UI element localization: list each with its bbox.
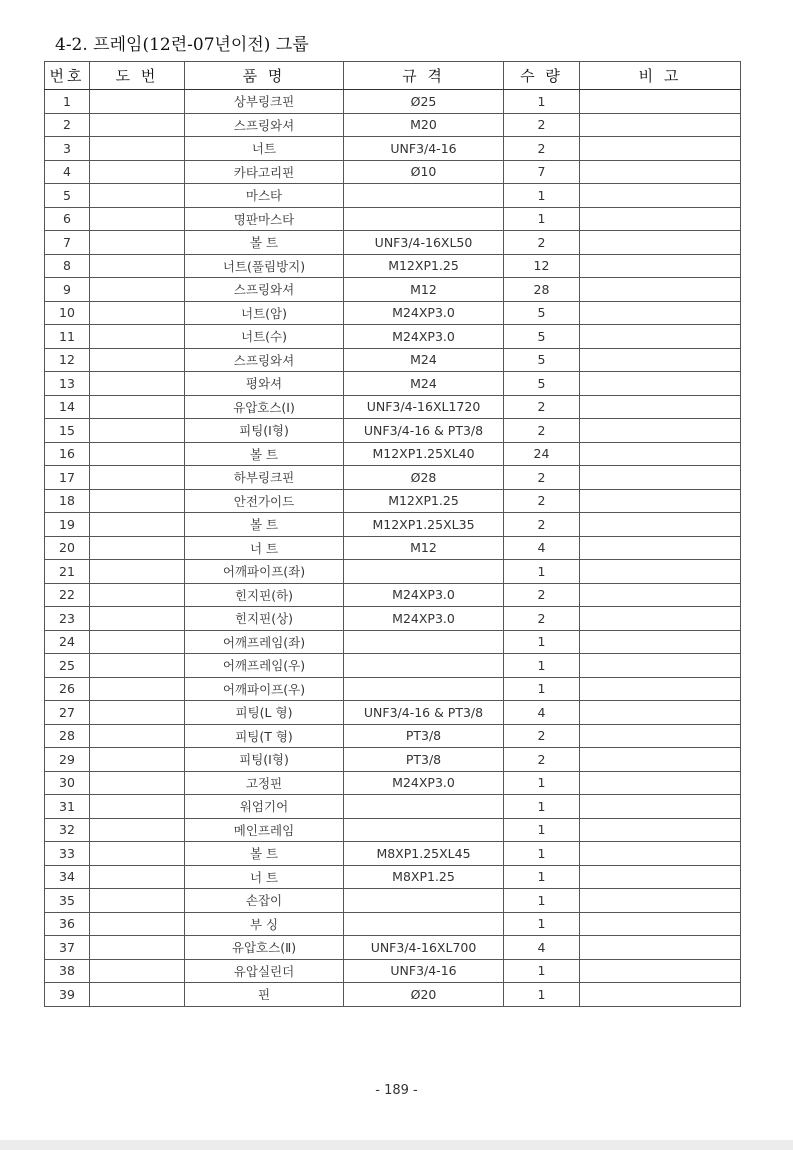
cell-drawing-no	[90, 865, 185, 889]
table-row	[45, 442, 741, 466]
table-row	[45, 865, 741, 889]
cell-no: 18	[45, 489, 90, 513]
cell-part-name: 부 싱	[185, 912, 344, 936]
cell-drawing-no	[90, 90, 185, 114]
cell-spec: M24XP3.0	[344, 607, 504, 631]
cell-qty: 5	[504, 372, 580, 396]
cell-remarks	[580, 771, 741, 795]
cell-no: 33	[45, 842, 90, 866]
table-row	[45, 278, 741, 302]
cell-no: 32	[45, 818, 90, 842]
cell-qty: 1	[504, 865, 580, 889]
table-row	[45, 959, 741, 983]
cell-part-name: 어깨프레임(우)	[185, 654, 344, 678]
cell-qty: 1	[504, 654, 580, 678]
cell-drawing-no	[90, 936, 185, 960]
cell-spec	[344, 818, 504, 842]
cell-drawing-no	[90, 889, 185, 913]
cell-remarks	[580, 278, 741, 302]
cell-drawing-no	[90, 677, 185, 701]
cell-remarks	[580, 442, 741, 466]
cell-spec: M12	[344, 536, 504, 560]
cell-part-name: 볼 트	[185, 513, 344, 537]
cell-drawing-no	[90, 630, 185, 654]
table-row	[45, 583, 741, 607]
cell-qty: 1	[504, 184, 580, 208]
cell-no: 9	[45, 278, 90, 302]
table-row	[45, 348, 741, 372]
cell-no: 39	[45, 983, 90, 1007]
cell-no: 31	[45, 795, 90, 819]
cell-remarks	[580, 113, 741, 137]
cell-spec: Ø10	[344, 160, 504, 184]
cell-no: 37	[45, 936, 90, 960]
cell-qty: 1	[504, 795, 580, 819]
cell-part-name: 메인프레임	[185, 818, 344, 842]
cell-no: 8	[45, 254, 90, 278]
page-title: 4-2. 프레임(12련-07년이전) 그룹	[55, 35, 309, 55]
cell-remarks	[580, 372, 741, 396]
header-qty: 수 량	[504, 62, 580, 90]
cell-qty: 12	[504, 254, 580, 278]
cell-drawing-no	[90, 207, 185, 231]
cell-part-name: 어깨파이프(우)	[185, 677, 344, 701]
cell-part-name: 스프링와셔	[185, 113, 344, 137]
cell-part-name: 어깨파이프(좌)	[185, 560, 344, 584]
cell-remarks	[580, 560, 741, 584]
cell-qty: 4	[504, 936, 580, 960]
table-row	[45, 536, 741, 560]
cell-part-name: 유압실린더	[185, 959, 344, 983]
cell-remarks	[580, 795, 741, 819]
cell-qty: 2	[504, 419, 580, 443]
cell-part-name: 피팅(L 형)	[185, 701, 344, 725]
cell-drawing-no	[90, 325, 185, 349]
cell-drawing-no	[90, 536, 185, 560]
cell-no: 21	[45, 560, 90, 584]
cell-remarks	[580, 889, 741, 913]
cell-spec: M12XP1.25XL35	[344, 513, 504, 537]
cell-part-name: 너트	[185, 137, 344, 161]
table-header-row	[45, 62, 741, 90]
cell-no: 12	[45, 348, 90, 372]
cell-drawing-no	[90, 254, 185, 278]
cell-spec: UNF3/4-16XL1720	[344, 395, 504, 419]
cell-part-name: 워엄기어	[185, 795, 344, 819]
cell-spec: M8XP1.25	[344, 865, 504, 889]
cell-drawing-no	[90, 395, 185, 419]
cell-no: 23	[45, 607, 90, 631]
cell-remarks	[580, 137, 741, 161]
table-row	[45, 771, 741, 795]
cell-spec: UNF3/4-16 & PT3/8	[344, 701, 504, 725]
cell-spec	[344, 795, 504, 819]
header-drawing-no: 도 번	[90, 62, 185, 90]
cell-qty: 4	[504, 701, 580, 725]
cell-remarks	[580, 983, 741, 1007]
cell-remarks	[580, 701, 741, 725]
table-row	[45, 701, 741, 725]
cell-spec: UNF3/4-16XL50	[344, 231, 504, 255]
table-row	[45, 889, 741, 913]
cell-no: 7	[45, 231, 90, 255]
table-row	[45, 419, 741, 443]
cell-qty: 1	[504, 959, 580, 983]
cell-qty: 2	[504, 137, 580, 161]
cell-part-name: 너 트	[185, 865, 344, 889]
cell-drawing-no	[90, 301, 185, 325]
cell-spec	[344, 560, 504, 584]
cell-spec: M12XP1.25	[344, 254, 504, 278]
cell-no: 16	[45, 442, 90, 466]
cell-drawing-no	[90, 912, 185, 936]
cell-no: 15	[45, 419, 90, 443]
cell-qty: 1	[504, 90, 580, 114]
cell-drawing-no	[90, 489, 185, 513]
cell-no: 10	[45, 301, 90, 325]
cell-remarks	[580, 607, 741, 631]
cell-qty: 1	[504, 207, 580, 231]
page-number: - 189 -	[375, 1083, 418, 1098]
cell-spec: Ø20	[344, 983, 504, 1007]
cell-part-name: 볼 트	[185, 842, 344, 866]
cell-remarks	[580, 466, 741, 490]
cell-spec: M8XP1.25XL45	[344, 842, 504, 866]
cell-no: 29	[45, 748, 90, 772]
table-row	[45, 372, 741, 396]
cell-no: 28	[45, 724, 90, 748]
cell-remarks	[580, 489, 741, 513]
cell-qty: 1	[504, 677, 580, 701]
cell-qty: 28	[504, 278, 580, 302]
cell-qty: 2	[504, 513, 580, 537]
cell-drawing-no	[90, 348, 185, 372]
cell-qty: 1	[504, 771, 580, 795]
cell-qty: 5	[504, 301, 580, 325]
table-row	[45, 607, 741, 631]
cell-qty: 2	[504, 489, 580, 513]
cell-spec: UNF3/4-16XL700	[344, 936, 504, 960]
cell-part-name: 핀	[185, 983, 344, 1007]
cell-no: 34	[45, 865, 90, 889]
cell-no: 27	[45, 701, 90, 725]
cell-part-name: 너트(수)	[185, 325, 344, 349]
cell-no: 6	[45, 207, 90, 231]
cell-qty: 1	[504, 842, 580, 866]
cell-no: 26	[45, 677, 90, 701]
cell-remarks	[580, 936, 741, 960]
cell-no: 36	[45, 912, 90, 936]
cell-drawing-no	[90, 583, 185, 607]
cell-no: 35	[45, 889, 90, 913]
cell-spec	[344, 184, 504, 208]
cell-part-name: 힌지핀(상)	[185, 607, 344, 631]
cell-spec	[344, 677, 504, 701]
cell-remarks	[580, 395, 741, 419]
cell-part-name: 너 트	[185, 536, 344, 560]
table-row	[45, 818, 741, 842]
cell-part-name: 하부링크핀	[185, 466, 344, 490]
cell-spec: M24	[344, 372, 504, 396]
table-row	[45, 513, 741, 537]
cell-remarks	[580, 348, 741, 372]
cell-part-name: 명판마스타	[185, 207, 344, 231]
cell-drawing-no	[90, 372, 185, 396]
cell-no: 38	[45, 959, 90, 983]
cell-drawing-no	[90, 513, 185, 537]
cell-drawing-no	[90, 278, 185, 302]
cell-remarks	[580, 536, 741, 560]
cell-part-name: 스프링와셔	[185, 348, 344, 372]
cell-qty: 1	[504, 889, 580, 913]
cell-part-name: 어깨프레임(좌)	[185, 630, 344, 654]
cell-no: 17	[45, 466, 90, 490]
cell-no: 30	[45, 771, 90, 795]
cell-spec: UNF3/4-16 & PT3/8	[344, 419, 504, 443]
cell-no: 1	[45, 90, 90, 114]
cell-qty: 1	[504, 630, 580, 654]
cell-spec: M24	[344, 348, 504, 372]
cell-remarks	[580, 419, 741, 443]
cell-spec: M24XP3.0	[344, 583, 504, 607]
cell-drawing-no	[90, 466, 185, 490]
cell-drawing-no	[90, 184, 185, 208]
cell-drawing-no	[90, 748, 185, 772]
cell-remarks	[580, 301, 741, 325]
cell-remarks	[580, 513, 741, 537]
cell-remarks	[580, 160, 741, 184]
scan-bottom-edge	[0, 1140, 793, 1150]
cell-remarks	[580, 842, 741, 866]
cell-remarks	[580, 912, 741, 936]
cell-qty: 2	[504, 466, 580, 490]
cell-remarks	[580, 724, 741, 748]
table-row	[45, 254, 741, 278]
cell-remarks	[580, 654, 741, 678]
cell-qty: 2	[504, 724, 580, 748]
cell-drawing-no	[90, 724, 185, 748]
table-row	[45, 231, 741, 255]
cell-drawing-no	[90, 701, 185, 725]
cell-drawing-no	[90, 442, 185, 466]
cell-part-name: 유압호스(Ⅱ)	[185, 936, 344, 960]
cell-spec: PT3/8	[344, 724, 504, 748]
cell-no: 25	[45, 654, 90, 678]
cell-part-name: 스프링와셔	[185, 278, 344, 302]
cell-qty: 24	[504, 442, 580, 466]
cell-remarks	[580, 818, 741, 842]
cell-qty: 1	[504, 560, 580, 584]
cell-no: 5	[45, 184, 90, 208]
cell-drawing-no	[90, 795, 185, 819]
table-row	[45, 489, 741, 513]
cell-part-name: 피팅(Ⅰ형)	[185, 748, 344, 772]
header-part-name: 품 명	[185, 62, 344, 90]
table-row	[45, 936, 741, 960]
cell-drawing-no	[90, 654, 185, 678]
cell-no: 19	[45, 513, 90, 537]
cell-remarks	[580, 959, 741, 983]
cell-remarks	[580, 583, 741, 607]
cell-spec: UNF3/4-16	[344, 137, 504, 161]
cell-remarks	[580, 325, 741, 349]
parts-table	[44, 61, 741, 1007]
cell-part-name: 손잡이	[185, 889, 344, 913]
cell-spec: M24XP3.0	[344, 301, 504, 325]
table-row	[45, 301, 741, 325]
cell-qty: 1	[504, 818, 580, 842]
cell-spec	[344, 889, 504, 913]
cell-remarks	[580, 865, 741, 889]
table-row	[45, 677, 741, 701]
cell-remarks	[580, 184, 741, 208]
cell-remarks	[580, 677, 741, 701]
cell-part-name: 너트(암)	[185, 301, 344, 325]
parts-table-body	[45, 90, 741, 1007]
cell-part-name: 힌지핀(하)	[185, 583, 344, 607]
cell-part-name: 볼 트	[185, 231, 344, 255]
header-remarks: 비 고	[580, 62, 741, 90]
cell-spec: Ø25	[344, 90, 504, 114]
header-spec: 규 격	[344, 62, 504, 90]
cell-qty: 1	[504, 912, 580, 936]
cell-drawing-no	[90, 231, 185, 255]
cell-qty: 2	[504, 231, 580, 255]
cell-no: 11	[45, 325, 90, 349]
header-no: 번호	[45, 62, 90, 90]
cell-remarks	[580, 207, 741, 231]
cell-drawing-no	[90, 137, 185, 161]
cell-spec: M20	[344, 113, 504, 137]
cell-remarks	[580, 231, 741, 255]
cell-qty: 2	[504, 607, 580, 631]
table-row	[45, 113, 741, 137]
cell-drawing-no	[90, 419, 185, 443]
table-row	[45, 466, 741, 490]
cell-spec: UNF3/4-16	[344, 959, 504, 983]
table-row	[45, 560, 741, 584]
cell-qty: 2	[504, 395, 580, 419]
cell-spec: M12XP1.25	[344, 489, 504, 513]
cell-spec: M12	[344, 278, 504, 302]
cell-qty: 1	[504, 983, 580, 1007]
cell-spec	[344, 207, 504, 231]
cell-remarks	[580, 90, 741, 114]
cell-spec: Ø28	[344, 466, 504, 490]
cell-qty: 5	[504, 348, 580, 372]
cell-part-name: 평와셔	[185, 372, 344, 396]
cell-remarks	[580, 254, 741, 278]
cell-drawing-no	[90, 113, 185, 137]
cell-part-name: 너트(풀림방지)	[185, 254, 344, 278]
cell-part-name: 피팅(Ⅰ형)	[185, 419, 344, 443]
cell-part-name: 고정핀	[185, 771, 344, 795]
cell-qty: 2	[504, 583, 580, 607]
cell-part-name: 볼 트	[185, 442, 344, 466]
table-row	[45, 983, 741, 1007]
table-row	[45, 795, 741, 819]
cell-drawing-no	[90, 160, 185, 184]
cell-part-name: 유압호스(Ⅰ)	[185, 395, 344, 419]
cell-spec	[344, 654, 504, 678]
cell-qty: 5	[504, 325, 580, 349]
cell-drawing-no	[90, 959, 185, 983]
cell-no: 24	[45, 630, 90, 654]
cell-part-name: 상부링크핀	[185, 90, 344, 114]
cell-remarks	[580, 630, 741, 654]
table-row	[45, 748, 741, 772]
cell-part-name: 안전가이드	[185, 489, 344, 513]
table-row	[45, 630, 741, 654]
table-row	[45, 654, 741, 678]
cell-qty: 7	[504, 160, 580, 184]
cell-no: 3	[45, 137, 90, 161]
table-row	[45, 137, 741, 161]
cell-no: 20	[45, 536, 90, 560]
cell-no: 2	[45, 113, 90, 137]
table-row	[45, 90, 741, 114]
table-row	[45, 724, 741, 748]
table-row	[45, 395, 741, 419]
table-row	[45, 184, 741, 208]
cell-qty: 4	[504, 536, 580, 560]
cell-spec	[344, 912, 504, 936]
cell-qty: 2	[504, 748, 580, 772]
cell-remarks	[580, 748, 741, 772]
table-row	[45, 912, 741, 936]
cell-no: 13	[45, 372, 90, 396]
cell-part-name: 피팅(T 형)	[185, 724, 344, 748]
cell-no: 22	[45, 583, 90, 607]
cell-no: 14	[45, 395, 90, 419]
cell-spec: PT3/8	[344, 748, 504, 772]
table-row	[45, 325, 741, 349]
cell-spec: M12XP1.25XL40	[344, 442, 504, 466]
cell-spec: M24XP3.0	[344, 771, 504, 795]
cell-drawing-no	[90, 818, 185, 842]
cell-drawing-no	[90, 607, 185, 631]
cell-no: 4	[45, 160, 90, 184]
table-row	[45, 207, 741, 231]
cell-qty: 2	[504, 113, 580, 137]
cell-spec	[344, 630, 504, 654]
table-row	[45, 160, 741, 184]
cell-drawing-no	[90, 560, 185, 584]
cell-drawing-no	[90, 771, 185, 795]
cell-part-name: 마스타	[185, 184, 344, 208]
table-row	[45, 842, 741, 866]
cell-drawing-no	[90, 842, 185, 866]
cell-part-name: 카타고리핀	[185, 160, 344, 184]
cell-spec: M24XP3.0	[344, 325, 504, 349]
cell-drawing-no	[90, 983, 185, 1007]
